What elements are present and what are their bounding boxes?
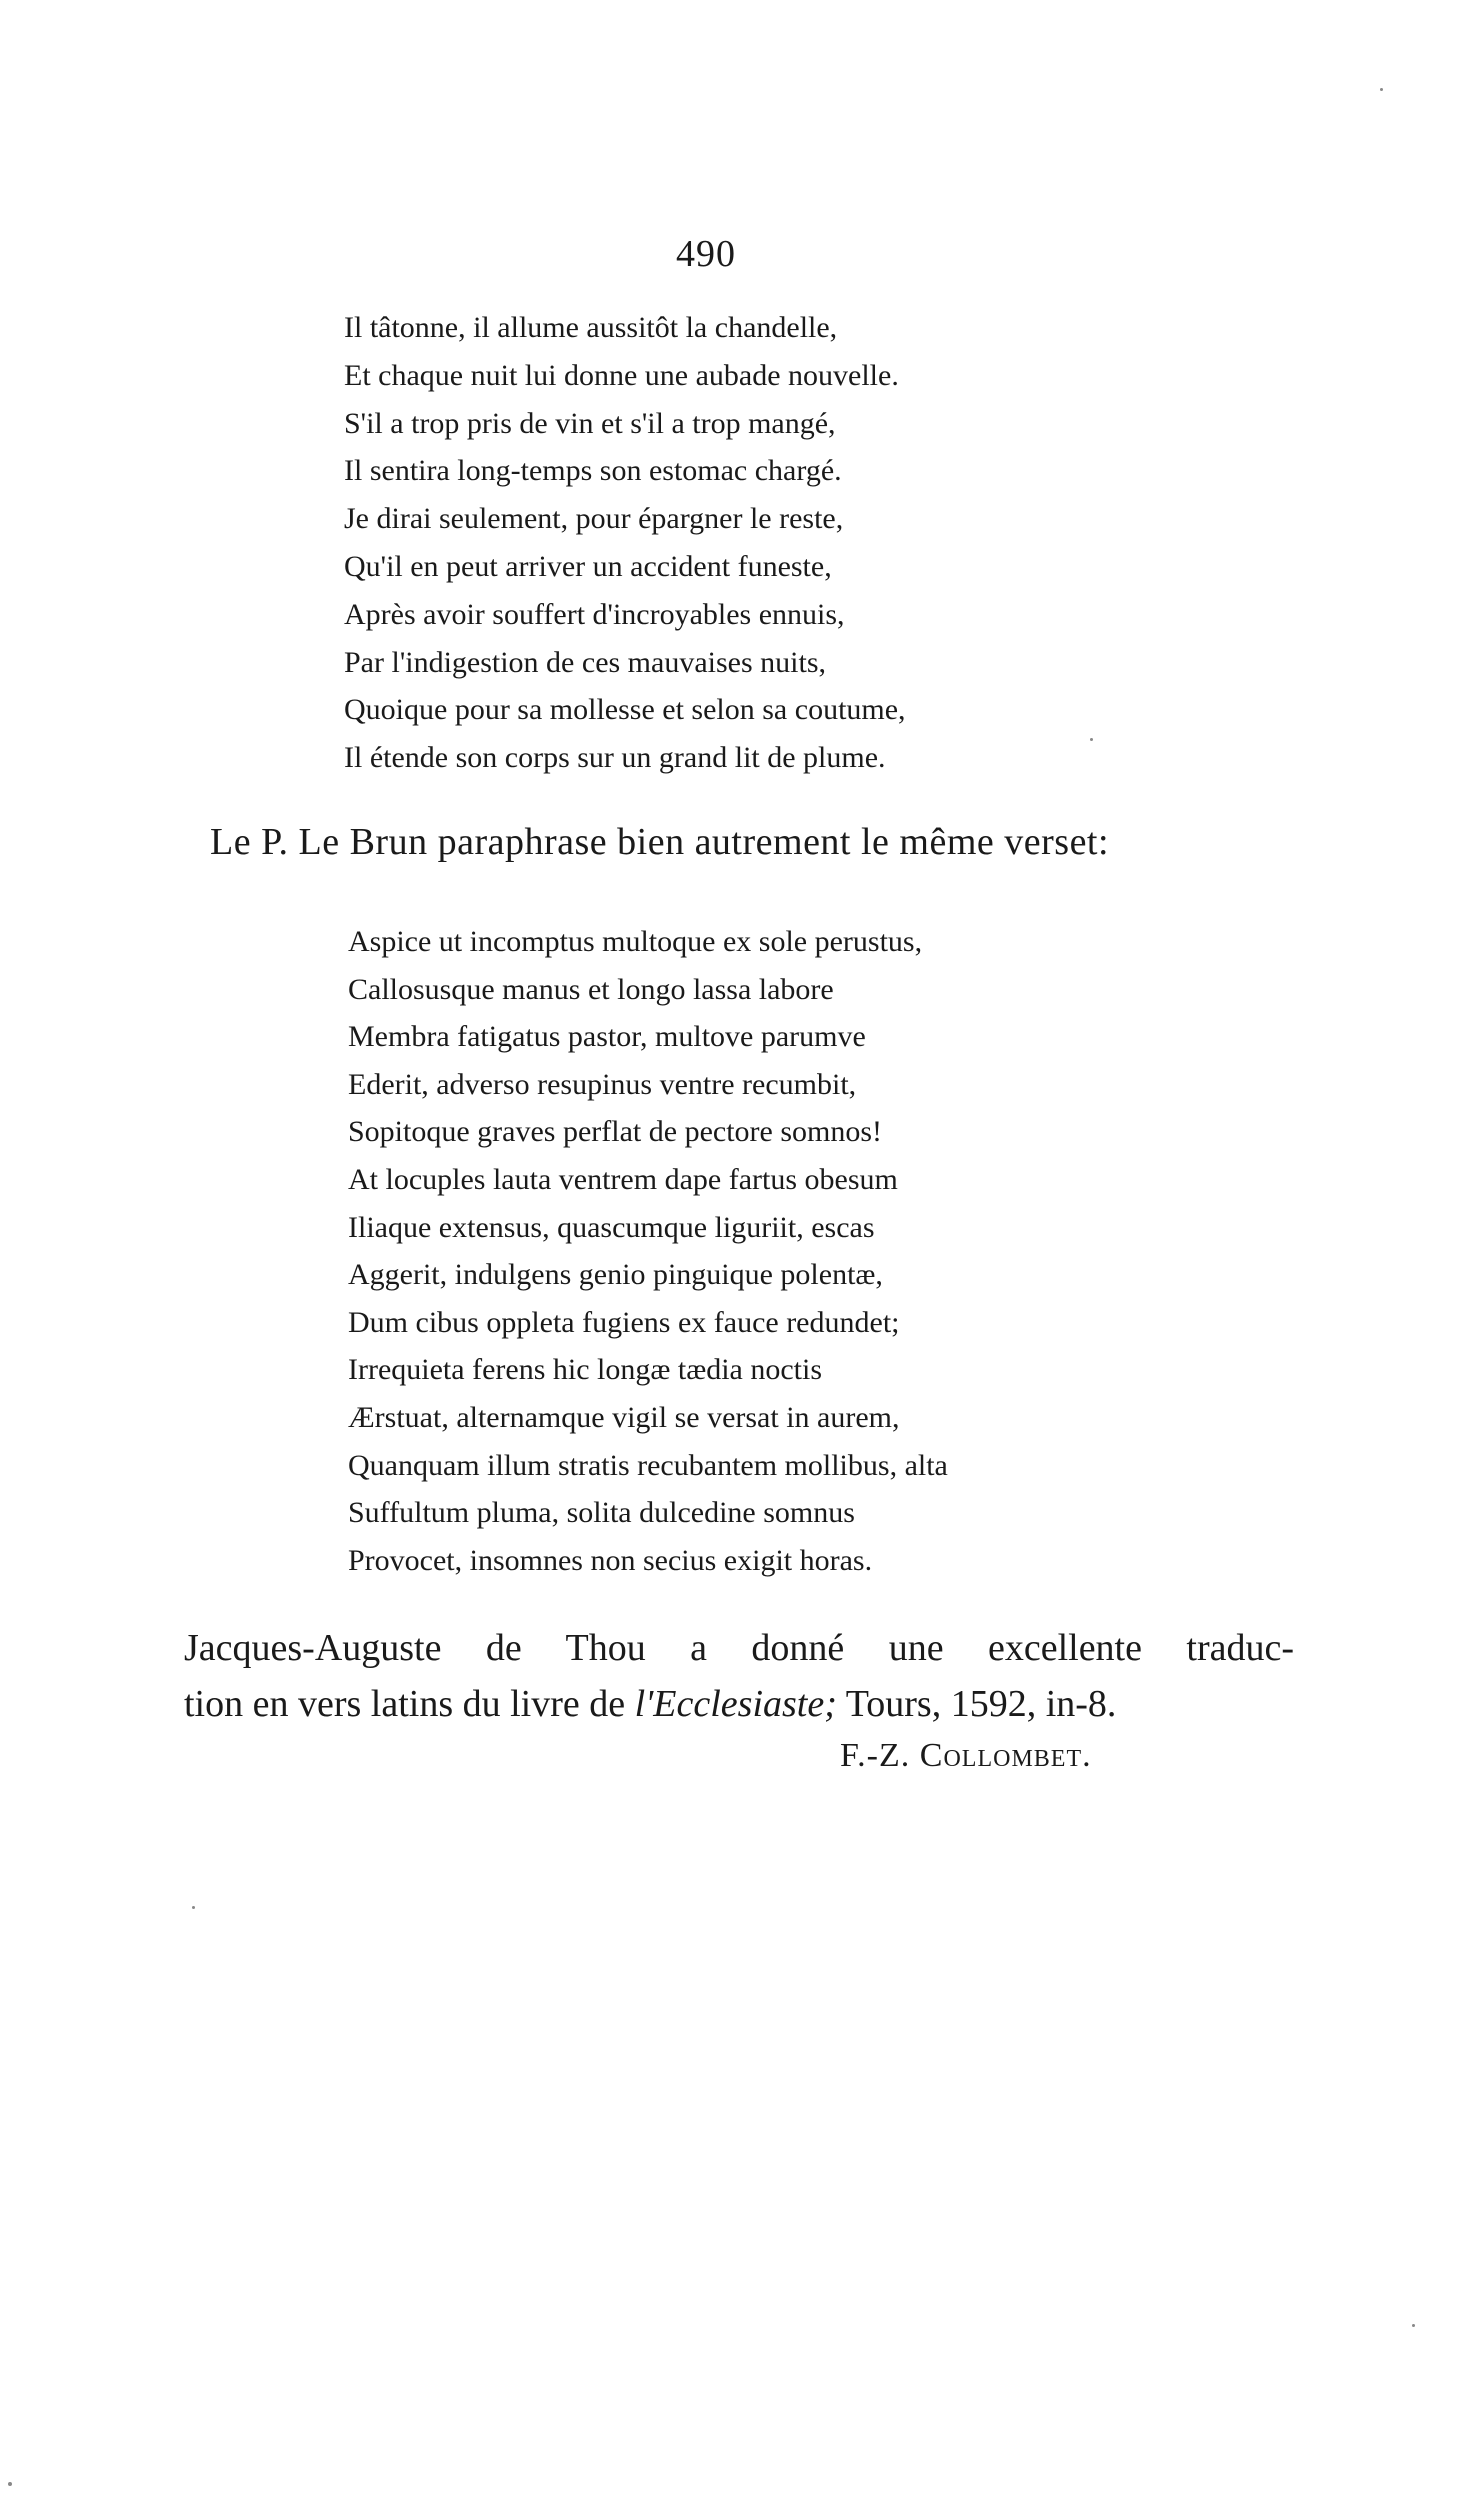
paper-speck xyxy=(8,2482,12,2486)
closing-paragraph xyxy=(184,1620,1294,1732)
verse-line: Ederit, adverso resupinus ventre recumbit, xyxy=(348,1067,857,1101)
verse-line: Qu'il en peut arriver un accident funeste, xyxy=(344,549,832,583)
paper-speck xyxy=(1380,88,1383,91)
verse-line: Sopitoque graves perflat de pectore somnos! xyxy=(348,1115,883,1149)
closing-line: Jacques-Auguste de Thou a donné une excellente traduc- xyxy=(184,1627,1294,1669)
closing-text: Tours, 1592, in-8. xyxy=(836,1683,1117,1725)
author-initials: F.-Z. xyxy=(840,1737,920,1774)
verse-line: At locuples lauta ventrem dape fartus obesum xyxy=(348,1162,898,1196)
verse-line: Aggerit, indulgens genio pinguique polentæ, xyxy=(348,1258,883,1292)
verse-line: Quoique pour sa mollesse et selon sa coutume, xyxy=(344,693,906,727)
french-verse xyxy=(344,304,906,782)
latin-verse xyxy=(348,918,948,1584)
verse-line: Il étende son corps sur un grand lit de plume. xyxy=(344,741,886,775)
page-number: 490 xyxy=(676,233,736,275)
verse-line: Callosusque manus et longo lassa labore xyxy=(348,972,834,1006)
verse-line: Et chaque nuit lui donne une aubade nouvelle. xyxy=(344,358,899,392)
verse-line: Par l'indigestion de ces mauvaises nuits, xyxy=(344,645,826,679)
verse-line: Aspice ut incomptus multoque ex sole perustus, xyxy=(348,925,923,958)
paper-speck xyxy=(1412,2324,1415,2327)
paper-speck xyxy=(1090,738,1093,741)
verse-line: Quanquam illum stratis recubantem mollibus, alta xyxy=(348,1448,948,1482)
verse-line: S'il a trop pris de vin et s'il a trop mangé, xyxy=(344,406,836,440)
closing-line xyxy=(184,1676,1294,1732)
author-surname: Collombet. xyxy=(919,1737,1092,1774)
verse-line: Provocet, insomnes non secius exigit horas. xyxy=(348,1543,873,1577)
verse-line: Après avoir souffert d'incroyables ennuis, xyxy=(344,597,845,631)
paper-speck xyxy=(192,1906,195,1909)
verse-line: Il sentira long-temps son estomac chargé. xyxy=(344,454,842,488)
verse-line: Dum cibus oppleta fugiens ex fauce redundet; xyxy=(348,1305,900,1339)
author-signature xyxy=(840,1737,1092,1775)
verse-line: Il tâtonne, il allume aussitôt la chandelle, xyxy=(344,311,838,344)
verse-line: Membra fatigatus pastor, multove parumve xyxy=(348,1020,866,1054)
closing-text: tion en vers latins du livre de xyxy=(184,1683,635,1725)
verse-line: Iliaque extensus, quascumque liguriit, escas xyxy=(348,1210,875,1244)
verse-line: Suffultum pluma, solita dulcedine somnus xyxy=(348,1496,855,1530)
verse-line: Irrequieta ferens hic longæ tædia noctis xyxy=(348,1353,823,1387)
lead-paragraph: Le P. Le Brun paraphrase bien autrement le même verset: xyxy=(210,821,1110,863)
verse-line: Je dirai seulement, pour épargner le reste, xyxy=(344,502,844,536)
book-title: l'Ecclesiaste; xyxy=(634,1683,837,1725)
verse-line: Ærstuat, alternamque vigil se versat in aurem, xyxy=(348,1400,900,1434)
